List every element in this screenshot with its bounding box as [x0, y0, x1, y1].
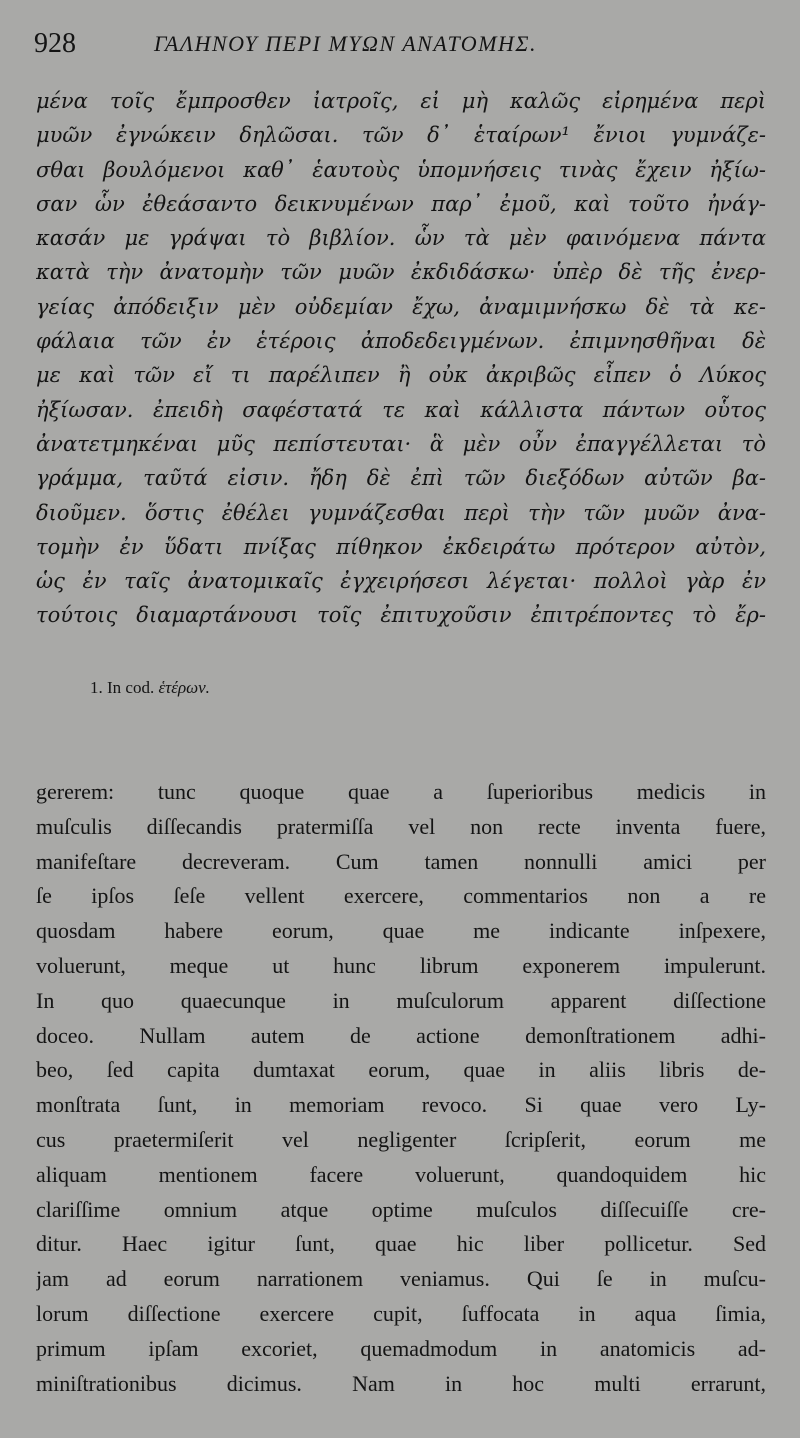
greek-text-line: μυῶν ἐγνώκειν δηλῶσαι. τῶν δ᾽ ἑταίρων¹ ἔνιοι γυμνάζε-: [36, 123, 766, 148]
page-number: 928: [34, 28, 76, 59]
latin-text-block: [36, 775, 766, 1401]
footnote: [90, 678, 210, 698]
page-header: [34, 28, 774, 68]
latin-text-line: cus praetermiſerit vel negligenter ſcripſerit, eorum me: [36, 1126, 766, 1152]
greek-text-line: φάλαια τῶν ἐν ἑτέροις ἀποδεδειγμένων. ἐπιμνησθῆναι δὲ: [36, 329, 766, 354]
latin-text-line: ditur. Haec igitur ſunt, quae hic liber pollicetur. Sed: [36, 1231, 766, 1257]
latin-text-line: lorum diſſectione exercere cupit, ſuffocata in aqua ſimia,: [36, 1300, 766, 1326]
footnote-marker: 1.: [90, 678, 103, 697]
greek-text-block: [36, 84, 766, 633]
greek-text-line: μένα τοῖς ἔμπροσθεν ἰατροῖς, εἰ μὴ καλῶς εἰρημένα περὶ: [36, 89, 766, 113]
footnote-text: In cod.: [107, 678, 155, 697]
latin-text-line: In quo quaecunque in muſculorum apparent diſſectione: [36, 987, 766, 1013]
greek-text-line: διοῦμεν. ὅστις ἐθέλει γυμνάζεσθαι περὶ τὴν τῶν μυῶν ἀνα-: [36, 500, 766, 525]
latin-text-line: beo, ſed capita dumtaxat eorum, quae in aliis libris de-: [36, 1057, 766, 1083]
greek-text-line: τούτοις διαμαρτάνουσι τοῖς ἐπιτυχοῦσιν ἐπιτρέποντες τὸ ἔρ-: [36, 603, 766, 628]
greek-text-line: με καὶ τῶν εἴ τι παρέλιπεν ἢ οὐκ ἀκριβῶς εἶπεν ὁ Λύκος: [36, 363, 766, 388]
latin-text-line: monſtrata ſunt, in memoriam revoco. Si quae vero Ly-: [36, 1092, 766, 1118]
latin-text-line: quosdam habere eorum, quae me indicante inſpexere,: [36, 918, 766, 944]
running-title: ΓΑΛΗΝΟΥ ΠΕΡΙ ΜΥΩΝ ΑΝΑΤΟΜΗΣ.: [154, 31, 537, 56]
latin-text-line: primum ipſam excoriet, quemadmodum in anatomicis ad-: [36, 1335, 766, 1361]
greek-text-line: κασάν με γράψαι τὸ βιβλίον. ὧν τὰ μὲν φαινόμενα πάντα: [36, 226, 766, 251]
greek-text-line: σθαι βουλόμενοι καθ᾽ ἑαυτοὺς ὑπομνήσεις τινὰς ἔχειν ἠξίω-: [36, 157, 766, 182]
greek-text-line: γείας ἀπόδειξιν μὲν οὐδεμίαν ἔχω, ἀναμιμνήσκω δὲ τὰ κε-: [36, 294, 766, 319]
latin-text-line: manifeſtare decreveram. Cum tamen nonnulli amici per: [36, 848, 766, 874]
greek-text-line: γράμμα, ταῦτά εἰσιν. ἤδη δὲ ἐπὶ τῶν διεξόδων αὐτῶν βα-: [36, 466, 766, 491]
latin-text-line: voluerunt, meque ut hunc librum exponerem impulerunt.: [36, 952, 766, 978]
greek-text-line: ἠξίωσαν. ἐπειδὴ σαφέστατά τε καὶ κάλλιστα πάντων οὗτος: [36, 397, 766, 422]
greek-text-line: ὡς ἐν ταῖς ἀνατομικαῖς ἐγχειρήσεσι λέγεται· πολλοὶ γὰρ ἐν: [36, 569, 766, 594]
latin-text-line: aliquam mentionem facere voluerunt, quandoquidem hic: [36, 1161, 766, 1187]
footnote-greek: ἑτέρων.: [158, 678, 210, 697]
latin-text-line: clariſſime omnium atque optime muſculos diſſecuiſſe cre-: [36, 1196, 766, 1222]
latin-text-line: gererem: tunc quoque quae a ſuperioribus medicis in: [36, 779, 766, 804]
greek-text-line: τομὴν ἐν ὕδατι πνίξας πίθηκον ἐκδειράτω πρότερον αὐτὸν,: [36, 534, 766, 559]
latin-text-line: ſe ipſos ſeſe vellent exercere, commentarios non a re: [36, 883, 766, 909]
latin-text-line: doceo. Nullam autem de actione demonſtrationem adhi-: [36, 1022, 766, 1048]
greek-text-line: ἀνατετμηκέναι μῦς πεπίστευται· ἃ μὲν οὖν ἐπαγγέλλεται τὸ: [36, 431, 766, 456]
greek-text-line: σαν ὧν ἐθεάσαντο δεικνυμένων παρ᾽ ἐμοῦ, καὶ τοῦτο ἠνάγ-: [36, 191, 766, 216]
latin-text-line: miniſtrationibus dicimus. Nam in hoc multi errarunt,: [36, 1370, 766, 1396]
latin-text-line: jam ad eorum narrationem veniamus. Qui ſe in muſcu-: [36, 1266, 766, 1292]
greek-text-line: κατὰ τὴν ἀνατομὴν τῶν μυῶν ἐκδιδάσκω· ὑπὲρ δὲ τῆς ἐνερ-: [36, 260, 766, 285]
latin-text-line: muſculis diſſecandis pratermiſſa vel non recte inventa fuere,: [36, 813, 766, 839]
